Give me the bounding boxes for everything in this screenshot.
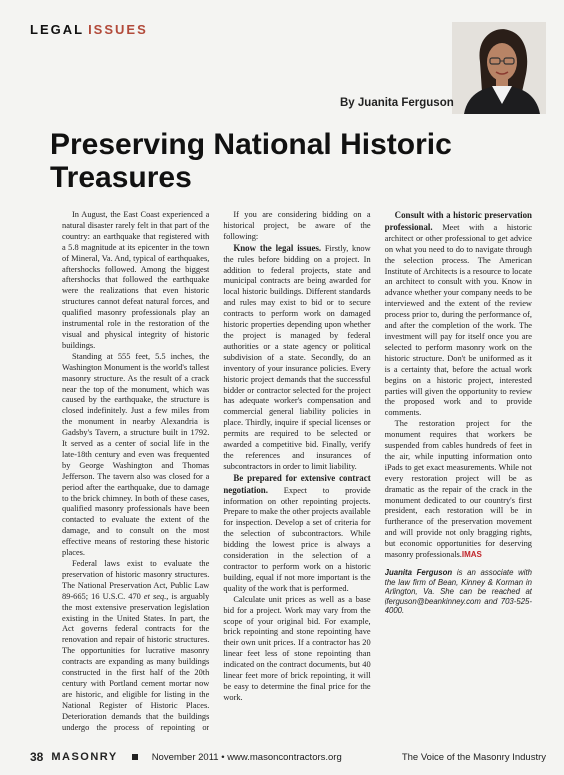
- page-number: 38: [30, 750, 44, 764]
- page-footer: [30, 750, 546, 764]
- column-3: [385, 210, 532, 732]
- subhead: Consult with a historic preservation professional.: [384, 210, 532, 232]
- column-2: [223, 210, 370, 732]
- paragraph: In August, the East Coast experienced a natural disaster rarely felt in that part of the country: an earthquake that registered with a 5.8 magnitude at its epicenter in the town of Mineral, Va. And, typical of earthquakes, aftershocks followed. Among the biggest aftershocks that followed the earthquake were the realizations that even historic structures cannot defeat natural forces, and qualified masonry professionals play an instrumental role in the restoration of the visual and physical integrity of historic buildings.: [62, 210, 210, 350]
- paragraph: [385, 210, 532, 419]
- paragraph-text: The restoration project for the monument requires that workers be suspended from cables hundreds of feet in the air, while inputting information onto iPads to get exact measurements. While not every restoration project will be as dramatic as the repair of the crack in the monument dedicated to our country's first president, each restoration will be in furtherance of the preservation movement and will provide not only bragging rights, but economic opportunities for deserving masonry professionals.: [384, 419, 532, 560]
- author-bio: [385, 568, 532, 616]
- section-label-issues: ISSUES: [88, 22, 148, 37]
- bio-name: Juanita Ferguson: [384, 568, 453, 577]
- footer-tagline: The Voice of the Masonry Industry: [401, 751, 546, 763]
- author-photo: [452, 22, 546, 114]
- paragraph-text: Meet with a historic architect or other professional to get advice on what you need to do to navigate through the selection process. The American Institute of Architects is a resource to locate an architect to consult with you. Know in advance whether your company needs to be interviewed and the extent of the review process prior to, during the performance of, and after the completion of the work. The investment will pay for itself once you are selected to perform masonry work on the historic structure. Don't be uniformed as it is a certainty that, before the actual work begins on a historic project, interested parties will given the opportunity to review the proposed work and to provide comments.: [384, 222, 532, 418]
- website-link[interactable]: www.masoncontractors.org: [227, 751, 342, 763]
- paragraph: [223, 473, 370, 595]
- square-bullet-icon: [132, 754, 138, 760]
- paragraph-text: Firstly, know the rules before bidding on a project. In addition to federal projects, state and municipal contracts are being awarded for local historic buildings. Different standards and rules may exist to bid or to secure contracts to perform work on damaged historic properties depending upon whether the project is managed by federal authorities or a state agency or political subdivision of a state. Secondly, do an inventory of your insurance policies. Every historic project demands that the successful bidder or contractor selected for the project has adequate worker's compensation and commercial general liability policies in place. Thirdly, inquire if special licenses or permits are required to be selected or awarded a competitive bid. Finally, verify the references and insurances of subcontractors in order to limit liability.: [223, 243, 371, 471]
- paragraph: [223, 243, 370, 473]
- section-label: [30, 22, 148, 37]
- subhead: Know the legal issues.: [233, 242, 322, 253]
- author-portrait-image: [452, 22, 546, 114]
- paragraph: If you are considering bidding on a historical project, be aware of the following:: [223, 210, 371, 241]
- column-1: [62, 210, 209, 732]
- paragraph-text: , is arguably the most extensive preservation legislation existing in the United States. In part, the Act governs federal contracts for the renovation and repair of historic structures. The opportunities for lucrative masonry contracts are expanding as many buildings constructed in the first half of the 20th century with Portland cement mortar now are historic, and eligible for listing in the National Register of Historic Places. Deterioration demands that the buildings undergo the process of repointing or: [62, 591, 210, 732]
- issue-date: November 2011: [151, 751, 219, 763]
- article-title: Preserving National Historic Treasures: [50, 128, 452, 194]
- paragraph-text: Federal laws exist to evaluate the preservation of historic masonry structures. The National Preservation Act, Public Law 89-665; 16 U.S.C. 470: [62, 559, 210, 601]
- footer-issue-info: [152, 752, 402, 763]
- magazine-name: MASONRY: [51, 751, 118, 763]
- paragraph: [385, 419, 532, 561]
- paragraph-italic: et seq.: [143, 591, 167, 601]
- paragraph: Standing at 555 feet, 5.5 inches, the Washington Monument is the world's tallest masonry structure. As the result of a crack near the top of the monument, which was caused by the earthquake, the structure is closed indefinitely. Just a few miles from the monument in nearby Alexandria is Gadsby's Tavern, a structure built in 1792. It served as a center of social life in the late-18th century and even was frequented by George Washington and Thomas Jefferson. The tavern also was closed for a period after the earthquake, due to damage to the brick chimney. In both of these cases, qualified masonry professionals have been contacted to evaluate the extent of the damage, and to consult on the most effective means of restoring these historic places.: [62, 351, 210, 558]
- paragraph: [62, 559, 209, 732]
- section-label-legal: LEGAL: [30, 22, 85, 37]
- paragraph-text: Expect to provide information on other repointing projects. Prepare to make the other projects available for inspection. Develop a set of criteria for the selection of subcontractors. While bidding the lowest price is always a consideration in the selection of a contractor to perform work on a historic building, equal if not more important is the quality of the work that is performed.: [223, 485, 371, 593]
- bullet-separator: •: [221, 751, 225, 763]
- article-body: [62, 210, 532, 732]
- bio-text: is an associate with the law firm of Bean, Kinney & Korman in Arlington, Va. She can be reached at jferguson@beankinney.com and 703-525-4000.: [384, 568, 532, 616]
- byline: By Juanita Ferguson: [340, 97, 454, 109]
- end-mark: IMAS: [461, 550, 482, 560]
- paragraph: Calculate unit prices as well as a base bid for a project. Work may vary from the scope of your original bid. For example, brick repointing and stone repointing have their own unit prices. If a contractor has 20 linear feet less of stone repointing than indicated on the contract documents, but 40 linear feet more of brick repointing, it will be easy to determine the final price for the work.: [223, 594, 371, 702]
- subhead: Be prepared for extensive contract negotiation.: [223, 472, 371, 495]
